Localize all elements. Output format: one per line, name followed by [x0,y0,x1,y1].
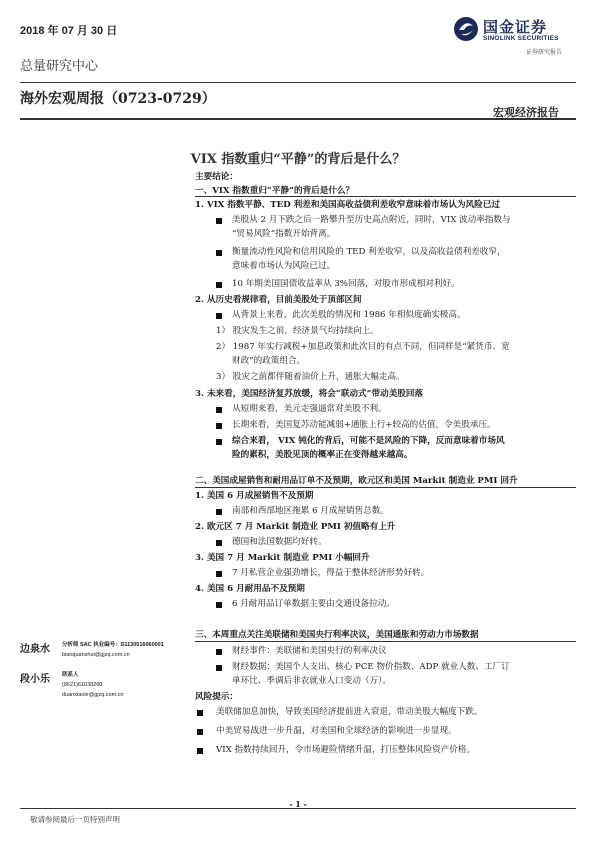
s2-point-4: 4. 美国 6 月耐用品不及预期 [195,584,305,594]
logo-en-text: SINOLINK SECURITIES [483,35,559,42]
s3-b1: 财经事件：美联储和美国央行的利率决议 [232,646,387,656]
analyst-2-phone: (8621)61038260 [62,682,103,688]
report-date: 2018 年 07 月 30 日 [20,25,118,37]
s1-point-1: 1. VIX 指数平静、TED 利差和美国高收益债利差收窄意味着市场认为风险已过 [195,200,500,210]
s2-p1-b1: 南部和西部地区拖累 6 月成屋销售总数。 [232,506,390,516]
square-bullet-icon [216,218,222,224]
risk-3: VIX 指数持续回升，令市场避险情绪升温，打压整体风险资产价格。 [216,745,476,755]
section-3-heading: 三、本周重点关注美联储和美国央行利率决议，美国通胀和劳动力市场数据 [195,630,479,640]
s1-p1-b1-line1: 美股从 2 月下跌之后一路攀升至历史高点附近，同时，VIX 波动率指数与 [232,215,511,225]
s1-p3-b1: 从短期来看，美元走强逼常对美股不利。 [232,404,387,414]
s2-p2-b1: 德国和法国数据均好转。 [232,537,327,547]
section-2-underline [195,487,576,488]
logo-mark-icon [453,16,479,42]
s1-p1-b2-line1: 衡量流动性风险和信用风险的 TED 利差收窄，以及高收益债利差收窄， [232,247,506,257]
square-bullet-icon [216,602,222,608]
s1-p2-n1: 1） 股灾发生之前，经济景气均持续向上。 [216,326,379,336]
main-conclusions-label: 主要结论： [195,172,238,182]
analyst-2-role: 联系人 [62,672,79,678]
s3-b2-line1: 财经数据：美国个人支出、核心 PCE 物价指数、ADP 就业人数、工厂订 [232,662,510,672]
s1-p1-b1-line2: “贸易风险”指数开始背离。 [232,229,336,239]
square-bullet-icon [197,729,203,735]
department: 总量研究中心 [20,59,99,74]
risk-2: 中美贸易战进一步升温，对美国和全球经济的影响进一步显现。 [216,726,457,736]
risk-1: 美联储加息加快，导致美国经济提前进入衰退，带动美股大幅度下跌。 [216,707,483,717]
square-bullet-icon [216,282,222,288]
section-1-underline [195,196,576,197]
square-bullet-icon [216,540,222,546]
s1-p2-n3: 3） 股灾之前都伴随着油价上升，通胀大幅走高。 [216,372,405,382]
analyst-2-name: 段小乐 [20,674,50,685]
square-bullet-icon [216,250,222,256]
s3-b2-line2: 单环比、季调后非农就业人口变动（万）。 [232,676,391,686]
s1-p3-b3-line2: 险的累积，美股见顶的概率正在变得越来越高。 [232,450,413,460]
s2-p4-b1: 6 月耐用品订单数据主要由交通设备拉动。 [232,599,395,609]
s2-p3-b1: 7 月私营企业强劲增长，得益于整体经济形势好转。 [232,568,430,578]
s1-p2-n2-line2: 财政”的政策组合。 [232,356,306,366]
section-1-heading: 一、VIX 指数重归“平静”的背后是什么？ [195,186,355,196]
analyst-1-role: 分析师 SAC 执业编号：S1130516060001 [62,642,164,648]
s1-p3-b3-line1: 综合来看， VIX 钝化的背后，可能不是风险的下降，反而意味着市场风 [232,436,505,446]
square-bullet-icon [216,313,222,319]
header-divider-top [20,82,576,83]
analyst-1-email[interactable]: bianquanshui@gjzq.com.cn [62,652,130,658]
square-bullet-icon [216,439,222,445]
square-bullet-icon [216,649,222,655]
section-2-heading: 二、美国成屋销售和耐用品订单不及预期，欧元区和美国 Markit 制造业 PMI 回升 [195,476,518,486]
s1-p1-b3: 10 年期美国国债收益率从 3%回落，对股市形成相对利好。 [232,279,460,289]
logo-subtitle: 证券研究报告 [526,49,563,56]
analyst-1-name: 边泉水 [20,644,50,655]
square-bullet-icon [197,748,203,754]
square-bullet-icon [197,710,203,716]
square-bullet-icon [216,665,222,671]
square-bullet-icon [216,509,222,515]
report-title: VIX 指数重归“平静”的背后是什么？ [190,152,406,167]
s1-point-2: 2. 从历史看规律看，目前美股处于顶部区间 [195,295,362,305]
s2-point-2: 2. 欧元区 7 月 Markit 制造业 PMI 初值略有上升 [195,522,396,532]
risk-heading: 风险提示： [195,692,238,702]
page-number: - 1 - [289,799,307,809]
s2-point-1: 1. 美国 6 月成屋销售不及预期 [195,491,314,501]
section-3-underline [195,641,576,642]
square-bullet-icon [216,571,222,577]
square-bullet-icon [216,407,222,413]
s1-point-3: 3. 未来看，美国经济复苏放缓，将会“联动式”带动美股回落 [195,389,424,399]
header-divider [20,118,576,120]
footer-disclaimer: 敬请参阅最后一页特别声明 [30,815,120,824]
s1-p1-b2-line2: 意味着市场认为风险已过。 [232,261,336,271]
s1-p2-n2-line1: 2） 1987 年实行减税+加息政策和此次目的有点不同，但同样是“紧货币、宽 [216,342,510,352]
analyst-2-email[interactable]: duanxiaole@gjzq.com.cn [62,692,124,698]
report-type: 宏观经济报告 [493,106,559,119]
s1-p2-b1: 从背景上来看，此次美股的情况和 1986 年相似度确实极高。 [232,310,466,320]
logo-cn-text: 国金证券 [483,19,548,36]
report-series: 海外宏观周报（0723-0729） [20,91,216,107]
s2-point-3: 3. 美国 7 月 Markit 制造业 PMI 小幅回升 [195,553,370,563]
s1-p3-b2: 长期来看，美国复苏动能减弱+通胀上行+较高的估值，令美股承压。 [232,420,496,430]
square-bullet-icon [216,423,222,429]
